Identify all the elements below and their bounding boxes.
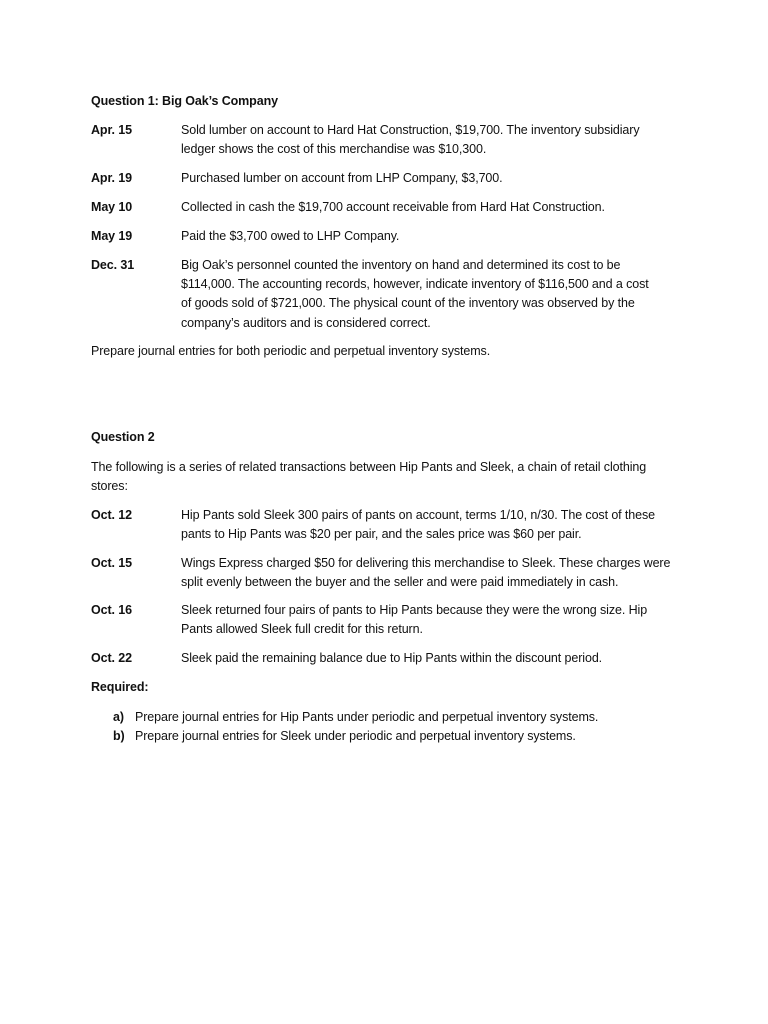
question-1-title: Question 1: Big Oak’s Company (91, 94, 278, 108)
entry-description (181, 649, 681, 668)
entry-date: Oct. 15 (91, 556, 132, 570)
entry-line: Purchased lumber on account from LHP Company, $3,700. (181, 171, 503, 185)
list-marker: b) (113, 729, 125, 743)
entry-line: $114,000. The accounting records, however, indicate inventory of $116,500 and a cost (181, 277, 649, 292)
entry-description (181, 554, 681, 592)
entry-date: Oct. 22 (91, 651, 132, 665)
entry-line: Pants allowed Sleek full credit for this return. (181, 622, 423, 637)
required-label: Required: (91, 680, 149, 694)
entry-line: of goods sold of $721,000. The physical count of the inventory was observed by the (181, 296, 635, 311)
entry-description (181, 121, 681, 159)
entry-line: Big Oak’s personnel counted the inventory on hand and determined its cost to be (181, 258, 621, 272)
entry-description (181, 169, 681, 188)
entry-line: Hip Pants sold Sleek 300 pairs of pants on account, terms 1/10, n/30. The cost of these (181, 508, 655, 522)
entry-line: Paid the $3,700 owed to LHP Company. (181, 229, 400, 243)
entry-line: split evenly between the buyer and the seller and were paid immediately in cash. (181, 575, 619, 590)
list-item-text: Prepare journal entries for Hip Pants under periodic and perpetual inventory systems. (135, 710, 599, 724)
intro-line: stores: (91, 479, 128, 494)
entry-line: Sleek paid the remaining balance due to Hip Pants within the discount period. (181, 651, 603, 665)
entry-line: ledger shows the cost of this merchandise was $10,300. (181, 142, 487, 157)
entry-date: Dec. 31 (91, 258, 135, 272)
entry-line: pants to Hip Pants was $20 per pair, and the sales price was $60 per pair. (181, 527, 582, 542)
entry-date: May 19 (91, 229, 133, 243)
entry-date: Apr. 15 (91, 123, 132, 137)
list-marker: a) (113, 710, 124, 724)
entry-date: Oct. 12 (91, 508, 132, 522)
entry-line: Sleek returned four pairs of pants to Hip Pants because they were the wrong size. Hip (181, 603, 648, 617)
entry-line: Sold lumber on account to Hard Hat Construction, $19,700. The inventory subsidiary (181, 123, 640, 137)
question-1-instruction: Prepare journal entries for both periodic and perpetual inventory systems. (91, 344, 491, 358)
entry-description (181, 227, 681, 246)
entry-line: Collected in cash the $19,700 account receivable from Hard Hat Construction. (181, 200, 605, 214)
entry-description (181, 256, 681, 333)
intro-line: The following is a series of related transactions between Hip Pants and Sleek, a chain of retail clothing (91, 460, 647, 474)
entry-date: Apr. 19 (91, 171, 132, 185)
list-item-text: Prepare journal entries for Sleek under periodic and perpetual inventory systems. (135, 729, 576, 743)
entry-description (181, 601, 681, 639)
entry-description (181, 506, 681, 544)
entry-description (181, 198, 681, 217)
question-2-intro (91, 458, 691, 496)
entry-line: Wings Express charged $50 for delivering this merchandise to Sleek. These charges were (181, 556, 671, 570)
entry-line: company’s auditors and is considered correct. (181, 315, 431, 330)
entry-date: Oct. 16 (91, 603, 132, 617)
question-2-title: Question 2 (91, 430, 155, 444)
entry-date: May 10 (91, 200, 133, 214)
